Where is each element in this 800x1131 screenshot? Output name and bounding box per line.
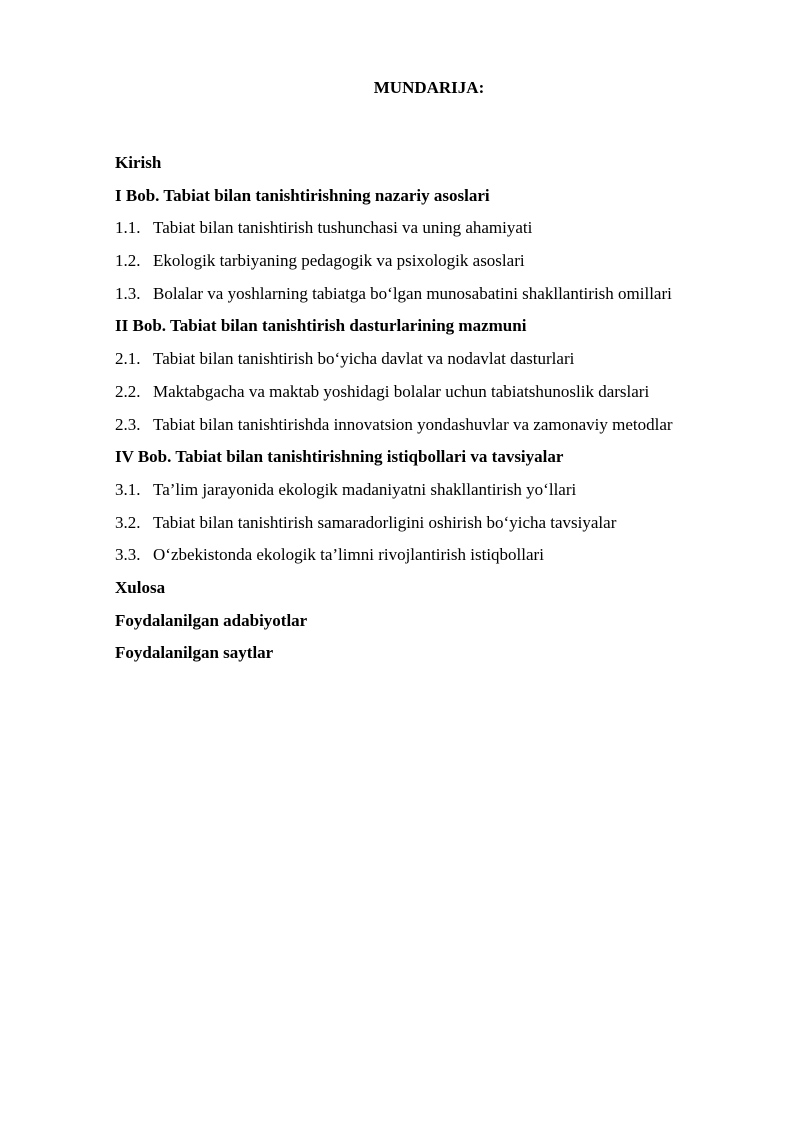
toc-heading: [115, 641, 775, 674]
toc-item: [115, 478, 775, 511]
toc-heading-text: Foydalanilgan saytlar: [115, 643, 274, 663]
toc-item-text: Tabiat bilan tanishtirish bo‘yicha davlat va nodavlat dasturlari: [153, 349, 575, 369]
toc-heading: [115, 609, 775, 642]
toc-item-number: 1.2.: [115, 251, 141, 271]
toc-item: [115, 347, 775, 380]
toc-item-text: Maktabgacha va maktab yoshidagi bolalar uchun tabiatshunoslik darslari: [153, 381, 650, 401]
toc-item: [115, 511, 775, 544]
toc-item-text: Ekologik tarbiyaning pedagogik va psixologik asoslari: [153, 251, 525, 271]
toc-item: [115, 249, 775, 282]
toc-heading-text: Foydalanilgan adabiyotlar: [115, 610, 308, 630]
page-title: MUNDARIJA:: [373, 78, 485, 97]
toc-item-text: Tabiat bilan tanishtirish tushunchasi va uning ahamiyati: [153, 218, 533, 238]
toc-item-text: O‘zbekistonda ekologik ta’limni rivojlantirish istiqbollari: [153, 545, 544, 565]
toc-item-text: Bolalar va yoshlarning tabiatga bo‘lgan munosabatini shakllantirish omillari: [153, 283, 672, 303]
toc-item: [115, 380, 775, 413]
toc-item: [115, 413, 775, 446]
toc-item: [115, 282, 775, 315]
toc-heading-text: IV Bob. Tabiat bilan tanishtirishning istiqbollari va tavsiyalar: [115, 447, 564, 467]
toc-item-text: Tabiat bilan tanishtirish samaradorligini oshirish bo‘yicha tavsiyalar: [153, 512, 617, 532]
toc-item: [115, 216, 775, 249]
toc-item-text: Tabiat bilan tanishtirishda innovatsion yondashuvlar va zamonaviy metodlar: [153, 414, 673, 434]
toc-item-number: 3.3.: [115, 545, 141, 565]
toc-heading: [115, 576, 775, 609]
toc-item-number: 3.1.: [115, 479, 141, 499]
toc-heading-text: II Bob. Tabiat bilan tanishtirish dasturlarining mazmuni: [115, 316, 527, 336]
toc-item-number: 2.3.: [115, 414, 141, 434]
toc-item: [115, 543, 775, 576]
toc-item-text: Ta’lim jarayonida ekologik madaniyatni shakllantirish yo‘llari: [153, 479, 577, 499]
toc-heading: [115, 184, 775, 217]
toc-item-number: 2.1.: [115, 349, 141, 369]
toc-item-number: 3.2.: [115, 512, 141, 532]
toc-heading: [115, 314, 775, 347]
toc-item-number: 2.2.: [115, 381, 141, 401]
toc-item-number: 1.1.: [115, 218, 141, 238]
toc-item-number: 1.3.: [115, 283, 141, 303]
toc-heading-text: I Bob. Tabiat bilan tanishtirishning nazariy asoslari: [115, 185, 490, 205]
table-of-contents: [115, 151, 775, 674]
toc-heading: [115, 151, 775, 184]
toc-heading-text: Xulosa: [115, 577, 166, 597]
toc-heading: [115, 445, 775, 478]
toc-heading-text: Kirish: [115, 153, 162, 172]
